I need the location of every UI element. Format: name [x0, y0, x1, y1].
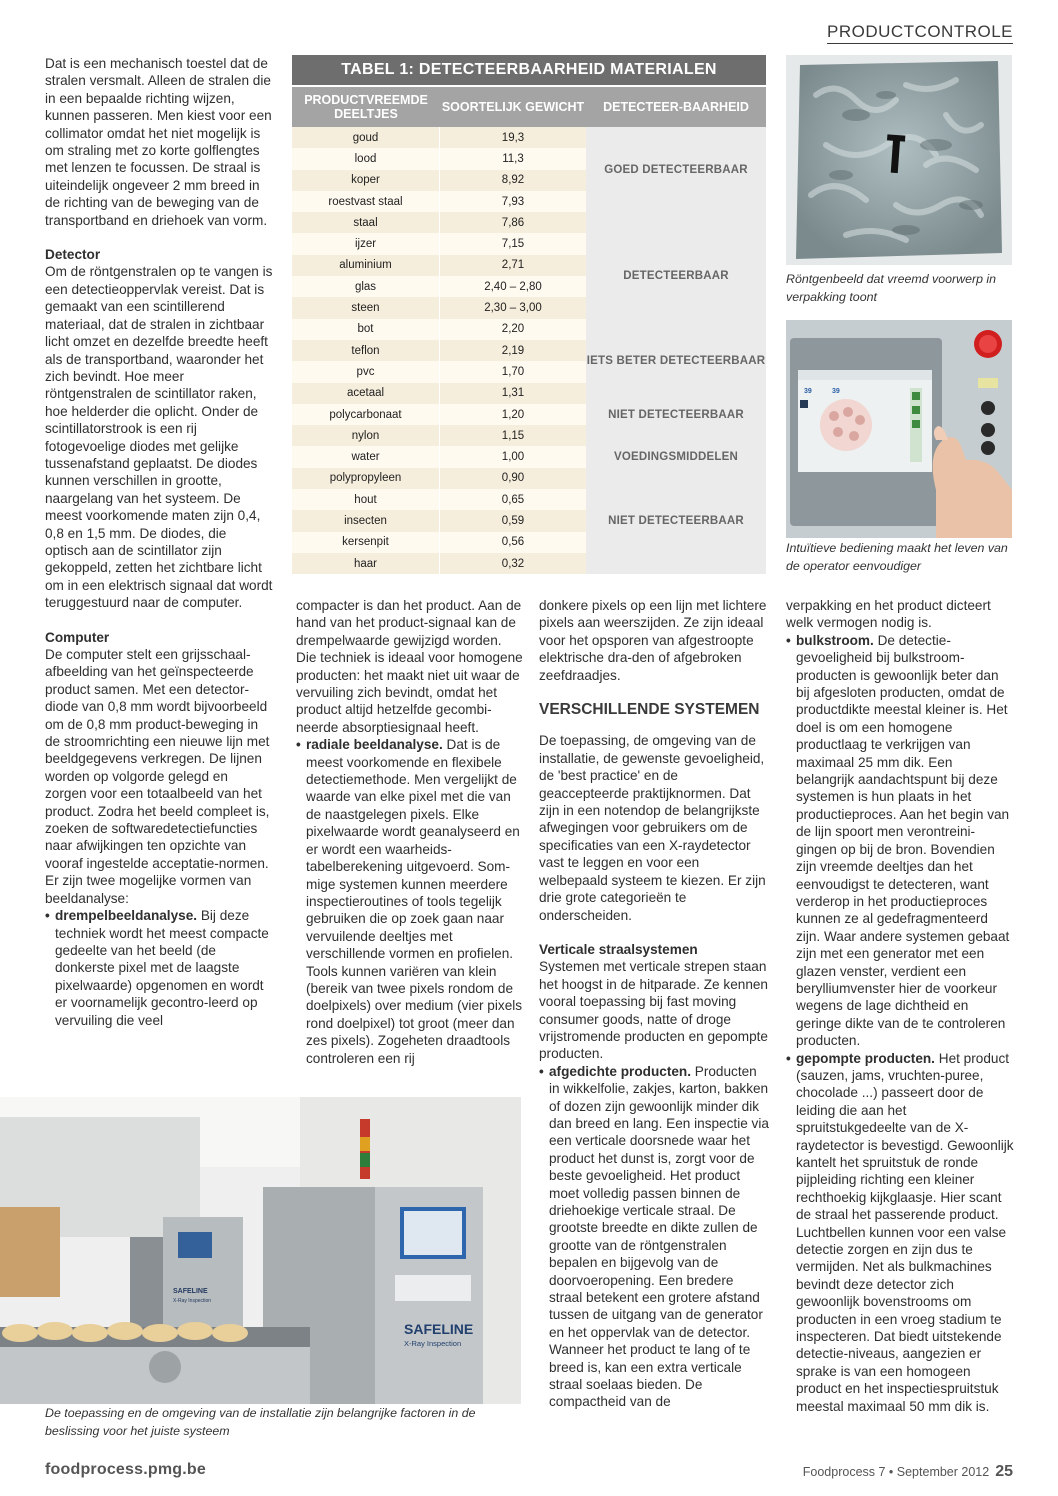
table-row — [292, 532, 586, 553]
header-material: PRODUCTVREEMDE DEELTJES — [304, 93, 428, 121]
bullet-text: De detectie-gevoeligheid bij bulkstroom-producten is gewoonlijk beter dan bij afgesloten producten, omdat de productdikte meestal kleiner is. Het doel is om een homogene productlaag te verkrijgen van maximaal 25 mm dik. Een belangrijk aandachtspunt bij deze systemen is hun plaats in het productieproces. Aan het begin van de lijn spoort men verontreini-gingen op bij de bron. Bovendien zijn vreemde deeltjes dan het eenvoudigst te detecteren, want verderop in het productieproces kunnen ze al gedefragmenteerd zijn. Waar andere systemen gebaat zijn met een generator met een glazen venster, verdient een berylliumvenster hier de voorkeur wegens de lage dichtheid en geringe dikte van de te controleren producten. — [796, 632, 1010, 1049]
factory-illustration — [0, 1097, 521, 1404]
table-row — [292, 510, 586, 531]
cell-weight: 19,3 — [440, 127, 586, 148]
group-label: VOEDINGSMIDDELEN — [614, 451, 738, 464]
table-header-row — [292, 85, 766, 127]
table-row — [292, 255, 586, 276]
section-label: PRODUCTCONTROLE — [827, 22, 1013, 44]
cell-weight: 1,00 — [440, 446, 586, 467]
column-1 — [45, 55, 273, 1029]
bullet-item — [45, 907, 273, 1029]
touchscreen-illustration — [786, 320, 1012, 538]
cell-material: aluminium — [292, 255, 440, 276]
brand-sub-2: X-Ray Inspection — [404, 1339, 462, 1348]
footer-website: foodprocess.pmg.be — [45, 1461, 206, 1478]
issue-info: Foodprocess 7 • September 2012 — [802, 1465, 990, 1479]
table-groups — [586, 127, 766, 574]
xray-image — [786, 55, 1012, 265]
paragraph: Dat is een mechanisch toestel dat de stralen versmalt. Alleen de stralen die in een bepaalde richting wijzen, kunnen passeren. Men kiest voor een collimator omdat het niet mogelijk is om straling met zo korte golflengtes met lenzen te focussen. De straal is uiteindelijk ongeveer 2 mm breed in de richting van de beweging van de transportband en driehoek van vorm. — [45, 56, 272, 228]
table-row — [292, 319, 586, 340]
column-3 — [539, 597, 769, 1411]
cell-weight: 0,59 — [440, 510, 586, 531]
cell-material: steen — [292, 297, 440, 318]
cell-material: glas — [292, 276, 440, 297]
cell-material: roestvast staal — [292, 191, 440, 212]
cell-material: goud — [292, 127, 440, 148]
cell-material: bot — [292, 319, 440, 340]
subheading-vertical: Verticale straalsystemen — [539, 941, 698, 957]
table-row — [292, 404, 586, 425]
table-row — [292, 170, 586, 191]
table-row — [292, 361, 586, 382]
cell-weight: 0,65 — [440, 489, 586, 510]
cell-material: pvc — [292, 361, 440, 382]
screen-product-image — [820, 399, 872, 451]
group-label: GOED DETECTEERBAAR — [604, 163, 748, 176]
table-row — [292, 127, 586, 148]
cell-material: kersenpit — [292, 532, 440, 553]
subheading-detector: Detector — [45, 247, 101, 263]
table-row — [292, 383, 586, 404]
cell-material: haar — [292, 553, 440, 574]
column-4 — [786, 597, 1014, 1415]
cell-weight: 2,40 – 2,80 — [440, 276, 586, 297]
cell-weight: 2,19 — [440, 340, 586, 361]
table-row — [292, 276, 586, 297]
footer-issue — [803, 1463, 1013, 1481]
cell-material: ijzer — [292, 233, 440, 254]
table-row — [292, 489, 586, 510]
cell-weight: 2,71 — [440, 255, 586, 276]
table-body — [292, 127, 766, 574]
caption-screen: Intuïtieve bediening maakt het leven van de operator eenvoudiger — [786, 541, 1008, 573]
table-row — [292, 297, 586, 318]
screen-counter-2: 39 — [832, 388, 840, 395]
bullet-text: Bij deze techniek wordt het meest compacte gedeelte van het beeld (de donkerste pixel met de laagste pixelwaarde) opgenomen en wordt er voornamelijk gecontro-leerd op vervuiling die veel — [55, 908, 269, 1028]
caption-factory: De toepassing en de omgeving van de installatie zijn belangrijke factoren in de beslissing voor het juiste systeem — [45, 1406, 476, 1438]
factory-image — [0, 1097, 521, 1404]
paragraph: donkere pixels op een lijn met lichtere pixels aan weerszijden. Ze zijn ideaal voor het opsporen van afgestroopte elektrische dra-den of afgebroken zeefdraadjes. — [539, 598, 767, 683]
cell-weight: 8,92 — [440, 170, 586, 191]
header-weight: SOORTELIJK GEWICHT — [441, 100, 585, 114]
bullet-text: Dat is de meest voorkomende en flexibele detectiemethode. Men vergelijkt de waarde van elke pixel met die van de naastgelegen pixels. Elke pixelwaarde wordt geanalyseerd en er wordt een waarheids-tabelberekening uitgevoerd. Som-mige systemen kunnen meerdere inspectieroutines of tools tegelijk gebruiken die op zoek gaan naar vervuilende deeltjes met verschillende vormen en profielen. Tools kunnen variëren van klein (bereik van twee pixels rondom de doelpixels) over medium (vier pixels rond doelpixel) tot groot (meer dan zes pixels). Zogeheten draadtools controleren een rij — [306, 737, 523, 1066]
paragraph: De computer stelt een grijsschaal-afbeelding van het geïnspecteerde product samen. Met een detector-diode van 0,8 mm wordt bijvoorbeeld om de 0,8 mm product-beweging in de stroomrichting een nieuwe lijn met beeldgegevens verkregen. De lijnen worden op volgorde gelegd en zorgen voor een totaalbeeld van het product. Zodra het beeld compleet is, zoeken de softwaredetectiefuncties naar afwijkingen ten opzichte van vooraf ingestelde acceptatie-normen. Er zijn twee mogelijke vormen van beeldanalyse: — [45, 647, 270, 906]
paragraph: verpakking en het product dicteert welk vermogen nodig is. — [786, 598, 991, 631]
table-row — [292, 148, 586, 169]
caption-xray: Röntgenbeeld dat vreemd voorwerp in verpakking toont — [786, 272, 997, 304]
table-row — [292, 340, 586, 361]
cell-material: staal — [292, 212, 440, 233]
bullet-item — [786, 1050, 1014, 1416]
subheading-computer: Computer — [45, 629, 110, 645]
cell-material: acetaal — [292, 383, 440, 404]
page-number: 25 — [995, 1463, 1013, 1480]
cell-weight: 1,15 — [440, 425, 586, 446]
cell-weight: 7,86 — [440, 212, 586, 233]
cell-material: insecten — [292, 510, 440, 531]
cell-material: polypropyleen — [292, 468, 440, 489]
paragraph: compacter is dan het product. Aan de hand van het product-signaal kan de drempelwaarde gewijzigd worden. Die techniek is ideaal voor homogene producten: het maakt niet uit waar de vervuiling zich bevindt, omdat het product altijd hetzelfde gecombi-neerde absorptiesignaal heeft. — [296, 598, 523, 735]
cell-weight: 1,31 — [440, 383, 586, 404]
table-row — [292, 446, 586, 467]
group-label: NIET DETECTEERBAAR — [608, 515, 744, 528]
brand-label-1: SAFELINE — [173, 1288, 208, 1295]
cell-weight: 1,20 — [440, 404, 586, 425]
cell-weight: 0,90 — [440, 468, 586, 489]
group-label: IETS BETER DETECTEERBAAR — [586, 355, 766, 368]
cell-material: teflon — [292, 340, 440, 361]
bullet-item — [786, 632, 1014, 1050]
section-heading: VERSCHILLENDE SYSTEMEN — [539, 701, 760, 719]
screen-counter-1: 39 — [804, 388, 812, 395]
brand-sub-1: X-Ray Inspection — [173, 1298, 212, 1304]
touchscreen-image — [786, 320, 1012, 538]
bullet-term: afgedichte producten. — [549, 1063, 691, 1079]
header-detectability: DETECTEER-BAARHEID — [603, 100, 749, 114]
table-row — [292, 191, 586, 212]
table-title: TABEL 1: DETECTEERBAARHEID MATERIALEN — [292, 55, 766, 85]
column-2 — [296, 597, 524, 1067]
cell-weight: 2,30 – 3,00 — [440, 297, 586, 318]
cell-weight: 11,3 — [440, 148, 586, 169]
cell-material: hout — [292, 489, 440, 510]
bullet-item — [296, 736, 524, 1067]
paragraph: Systemen met verticale strepen staan het hoogst in de hitparade. Ze kennen vooral toepassing bij fast moving consumer goods, natte of droge vrijstromende producten en gepompte producten. — [539, 959, 768, 1062]
cell-weight: 1,70 — [440, 361, 586, 382]
group-label: NIET DETECTEERBAAR — [608, 408, 744, 421]
cell-material: koper — [292, 170, 440, 191]
bullet-term: drempelbeeldanalyse. — [55, 908, 198, 924]
cell-material: nylon — [292, 425, 440, 446]
table-row — [292, 233, 586, 254]
xray-illustration — [786, 55, 1012, 265]
paragraph: De toepassing, de omgeving van de installatie, de gewenste gevoeligheid, de 'best practice' en de geaccepteerde praktijknormen. Dat zijn in een notendop de belangrijkste afwegingen voor gebruikers om de specificaties van een X-raydetector vast te leggen en voor een welbepaald systeem te kiezen. Er zijn drie grote categorieën te onderscheiden. — [539, 733, 766, 923]
cell-weight: 2,20 — [440, 319, 586, 340]
bullet-text: Producten in wikkelfolie, zakjes, karton, bakken of dozen zijn gewoonlijk minder dik dan breed en lang. Een inspectie via een verticale doorsnede waar het product het dunst is, zorgt voor de beste gevoeligheid. Het product moet volledig passen binnen de driehoekige verticale straal. De grootste breedte en dikte zullen de grootte van de röntgenstralen bepalen en bijgevolg van de doorvoeropening. Een bredere straal betekent een grotere afstand tussen de uitgang van de generator en het oppervlak van de detector. Wanneer het product te lang of te breed is, kan een extra verticale straal soelaas bieden. De compactheid van de — [549, 1063, 769, 1410]
cell-material: polycarbonaat — [292, 404, 440, 425]
cell-material: water — [292, 446, 440, 467]
table-row — [292, 425, 586, 446]
bullet-item — [539, 1063, 769, 1411]
cell-material: lood — [292, 148, 440, 169]
bullet-term: bulkstroom. — [796, 632, 874, 648]
brand-label-2: SAFELINE — [404, 1321, 474, 1337]
cell-weight: 0,32 — [440, 553, 586, 574]
paragraph: Om de röntgenstralen op te vangen is een detectieoppervlak vereist. Dat is gemaakt van een scintillerend materiaal, dat de stralen in zichtbaar licht omzet en dezelfde breedte heeft als de transportband, waaronder het zich bevindt. Hoe meer röntgenstralen de scintillator raken, hoe helderder die oplicht. Onder de scintillatorstrook is een rij fotogevoelige diodes met gelijke tussenafstand geplaatst. De diodes kunnen verschillen in grootte, naargelang van het systeem. De meest voorkomende maten zijn 0,4, 0,8 en 1,5 mm. De diodes, die optisch aan de scintillator zijn gekoppeld, zetten het zichtbare licht om in een elektrisch signaal dat wordt teruggestuurd naar de computer. — [45, 264, 273, 611]
cell-weight: 7,15 — [440, 233, 586, 254]
bullet-text: Het product (sauzen, jams, vruchten-puree, chocolade ...) passeert door de leiding die aan het spruitstukgedeelte van de X-raydetector is bevestigd. Gewoonlijk kantelt het spruitstuk de ronde pijpleiding richting een kleiner rechthoekig kijkglaasje. Hier scant de straal het passerende product. Luchtbellen kunnen voor een valse detectie zorgen en zijn dus te vermijden. Net als bulkmachines bevindt deze detector zich gewoonlijk bovenstrooms om producten in een vroeg stadium te inspecteren. Dat biedt uitstekende detectie-niveaus, aangezien er sprake is van een homogeen product en het inspectiespruitstuk meestal maximaal 50 mm dik is. — [796, 1050, 1014, 1414]
bullet-term: radiale beeldanalyse. — [306, 737, 443, 753]
cell-weight: 7,93 — [440, 191, 586, 212]
table-row — [292, 212, 586, 233]
bullet-term: gepompte producten. — [796, 1050, 935, 1066]
group-label: DETECTEERBAAR — [623, 270, 729, 283]
table-row — [292, 468, 586, 489]
table-rows — [292, 127, 586, 574]
table-row — [292, 553, 586, 574]
cell-weight: 0,56 — [440, 532, 586, 553]
detectability-table — [292, 55, 766, 574]
